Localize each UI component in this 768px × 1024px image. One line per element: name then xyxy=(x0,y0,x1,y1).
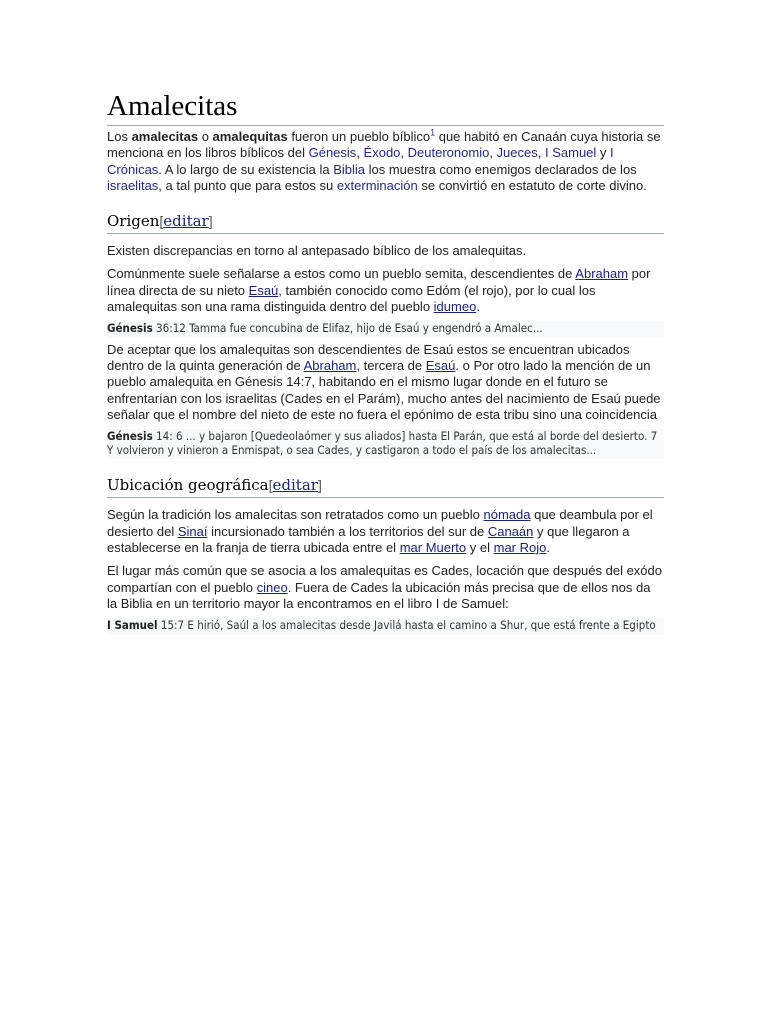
quote-source: I Samuel xyxy=(107,618,158,633)
origen-paragraph-3: De aceptar que los amalequitas son descendientes de Esaú estos se encuentran ubicados dentro de la quinta generación de Abraham, tercera de Esaú. o Por otro lado la mención de un pueblo amalequita en Génesis 14:7, habitando en el mismo lugar donde en el futuro se enfrentarían con los israelitas (Cades en el Parám), mucho antes del nacimiento de Esaú puede señalar que el nombre del nieto de este no fuera el epónimo de esta tribu sino una coincidencia xyxy=(107,341,661,423)
section-heading-origen: Origen[editar] xyxy=(107,211,664,234)
link-cineo[interactable]: cineo xyxy=(256,579,288,595)
ubicacion-paragraph-2: El lugar más común que se asocia a los amalequitas es Cades, locación que después del exódo compartían con el pueblo cineo. Fuera de Cades la ubicación más precisa que de ellos nos da la Biblia en un territorio mayor la encontramos en el libro I de Samuel: xyxy=(107,563,663,611)
link-nomada[interactable]: nómada xyxy=(483,507,531,523)
section-heading-ubicacion: Ubicación geográfica[editar] xyxy=(107,475,664,498)
edit-bracket: [ xyxy=(268,477,273,494)
quote-source: Génesis xyxy=(107,321,153,336)
link-esau[interactable]: Esaú xyxy=(248,282,279,298)
intro-text: Los xyxy=(107,129,132,144)
link-mar-muerto[interactable]: mar Muerto xyxy=(399,539,467,555)
page-title: Amalecitas xyxy=(107,88,664,126)
quote-text: 15:7 E hirió, Saúl a los amalecitas desde Javilá hasta el camino a Shur, que está frente a Egipto xyxy=(157,618,656,633)
quote-genesis-14 xyxy=(107,429,664,459)
link-esau[interactable]: Esaú xyxy=(425,358,456,374)
section-origen xyxy=(107,211,664,459)
edit-link-ubicacion[interactable]: editar xyxy=(272,476,318,495)
reference-link[interactable]: 1 xyxy=(430,127,436,138)
quote-text: 14: 6 ... y bajaron [Quedeolaómer y sus aliados] hasta El Parán, que está al borde del desierto. 7 Y volvieron y vinieron a Enmispat, o sea Cades, y castigaron a todo el país de los amalecitas... xyxy=(107,429,658,457)
link-mar-rojo[interactable]: mar Rojo xyxy=(493,539,547,555)
link-abraham[interactable]: Abraham xyxy=(575,266,629,282)
link-israelitas[interactable]: israelitas xyxy=(107,177,159,193)
origen-paragraph-1: Existen discrepancias en torno al antepasado bíblico de los amalequitas. xyxy=(107,243,527,259)
link-jueces[interactable]: Jueces xyxy=(496,145,538,161)
intro-text: . A lo largo de su existencia la xyxy=(158,161,334,177)
intro-paragraph: Los amalecitas o amalequitas fueron un pueblo bíblico$^1$ que habitó en Canaán cuya historia se menciona en los libros bíblicos del Génesis, Éxodo, Deuteronomio, Jueces, I Samuel y I Crónicas. A lo largo de su existencia la Biblia los muestra como enemigos declarados de los israelitas, a tal punto que para estos su exterminación se convirtió en estatuto de corte divino. xyxy=(107,127,661,193)
article-content xyxy=(107,88,664,635)
link-abraham[interactable]: Abraham xyxy=(303,358,357,374)
term-amalecitas: amalecitas xyxy=(131,129,199,144)
link-i-samuel[interactable]: I Samuel xyxy=(544,145,597,161)
edit-bracket: ] xyxy=(317,477,322,494)
quote-i-samuel-15 xyxy=(107,618,664,635)
quote-genesis-36 xyxy=(107,321,664,338)
link-sinai[interactable]: Sinaí xyxy=(177,523,208,539)
intro-text: o xyxy=(198,129,213,144)
ubicacion-paragraph-1: Según la tradición los amalecitas son retratados como un pueblo nómada que deambula por el desierto del Sinaí incursionado también a los territorios del sur de Canaán y que llegaron a establecerse en la franja de tierra ubicada entre el mar Muerto y el mar Rojo. xyxy=(107,507,653,555)
link-exodo[interactable]: Éxodo xyxy=(363,145,401,161)
link-idumeo[interactable]: idumeo xyxy=(433,299,477,315)
intro-text: , a tal punto que para estos su xyxy=(158,177,337,193)
section-ubicacion xyxy=(107,475,664,634)
link-exterminacion[interactable]: exterminación xyxy=(336,177,418,193)
link-canaan[interactable]: Canaán xyxy=(487,523,534,539)
edit-bracket: ] xyxy=(208,213,213,230)
link-deuteronomio[interactable]: Deuteronomio xyxy=(407,145,490,161)
intro-text: fueron un pueblo bíblico xyxy=(287,129,431,144)
intro-text: se convirtió en estatuto de corte divino. xyxy=(417,177,647,193)
link-biblia[interactable]: Biblia xyxy=(333,161,365,177)
quote-text: 36:12 Tamma fue concubina de Elifaz, hijo de Esaú y engendró a Amalec... xyxy=(152,321,543,336)
term-amalequitas: amalequitas xyxy=(212,129,288,144)
edit-bracket: [ xyxy=(159,213,164,230)
origen-paragraph-2: Comúnmente suele señalarse a estos como un pueblo semita, descendientes de Abraham por línea directa de su nieto Esaú, también conocido como Edóm (el rojo), por lo cual los amalequitas son una rama distinguida dentro del pueblo idumeo. xyxy=(107,266,651,315)
intro-text: los muestra como enemigos declarados de los xyxy=(364,161,637,177)
quote-source: Génesis xyxy=(107,429,153,444)
link-genesis[interactable]: Génesis xyxy=(308,145,357,161)
edit-link-origen[interactable]: editar xyxy=(163,212,209,231)
link-i-cronicas[interactable]: I Crónicas xyxy=(107,145,614,177)
intro-text: que habitó en Canaán cuya historia se menciona en los libros bíblicos del xyxy=(107,129,661,161)
